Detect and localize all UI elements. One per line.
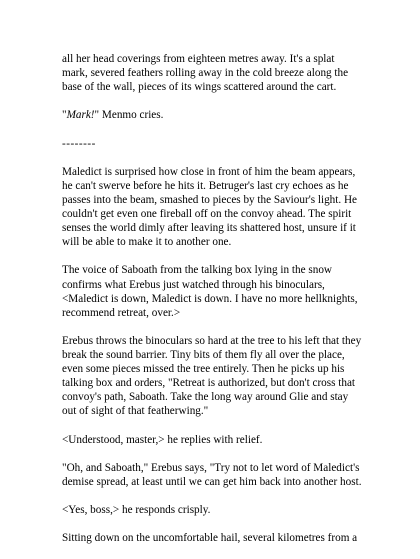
paragraph-9: <Yes, boss,> he responds crisply.	[62, 504, 211, 516]
emphasis-mark: Mark!	[66, 109, 95, 122]
quote-close: " Menmo cries.	[94, 109, 164, 122]
paragraph-1: all her head coverings from eighteen metres away. It's a splat mark, severed feathers rolling away in the cold breeze along the base of the wall, pieces of its wings scattered around the cart.	[62, 53, 349, 94]
paragraph-8: "Oh, and Saboath," Erebus says, "Try not to let word of Maledict's demise spread, at least until we can get him back into another host.	[62, 461, 362, 488]
scene-break: --------	[62, 137, 96, 150]
paragraph-10: Sitting down on the uncomfortable hail, several kilometres from a	[62, 532, 358, 545]
paragraph-mark-quote	[62, 108, 372, 122]
paragraph-5: The voice of Saboath from the talking box lying in the snow confirms what Erebus just watched through his binoculars, <Maledict is down, Maledict is down. I have no more hellknights, recommend retreat, over.>	[62, 264, 358, 319]
quote-open: "	[62, 109, 67, 122]
paragraph-6: Erebus throws the binoculars so hard at the tree to his left that they break the sound barrier. Tiny bits of them fly all over the place, even some pieces missed the tree entirely. Then he picks up his talking box and orders, "Retreat is authorized, but don't cross that convoy's path, Saboath. Take the long way around Glie and stay out of sight of that featherwing."	[62, 334, 362, 418]
document-page	[62, 52, 372, 559]
paragraph-7: <Understood, master,> he replies with relief.	[62, 433, 263, 446]
paragraph-4: Maledict is surprised how close in front of him the beam appears, he can't swerve before he hits it. Betruger's last cry echoes as he passes into the beam, smashed to pieces by the Saviour's light. He couldn't get even one fireball off on the convoy ahead. The spirit senses the world dimly after leaving its shattered host, unsure if it will be able to make it to another one.	[62, 165, 358, 249]
